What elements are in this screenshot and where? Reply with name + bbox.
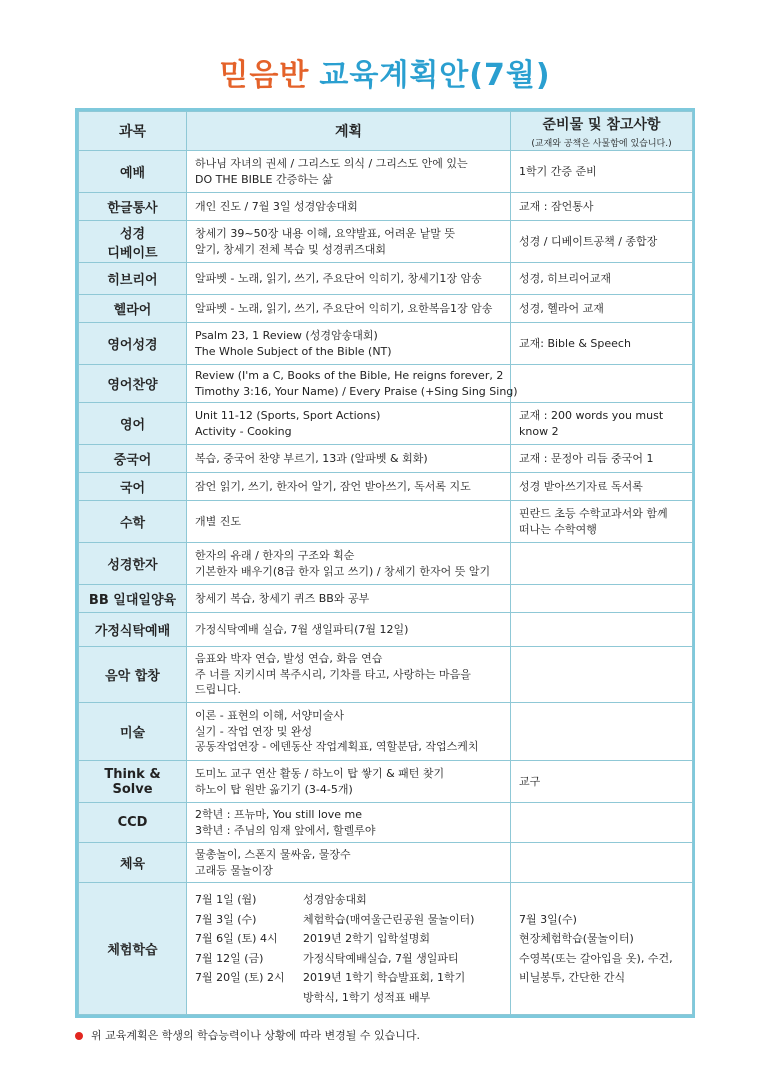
- plan-line: 개별 진도: [195, 514, 242, 528]
- subject-label: 영어: [119, 418, 146, 433]
- plan-line: 물총놀이, 스폰지 물싸움, 물장수: [195, 848, 351, 861]
- plan-line: 개인 진도 / 7월 3일 성경암송대회: [195, 199, 358, 213]
- schedule-date: 7월 20일 (토) 2시: [195, 971, 285, 984]
- table-row: [79, 263, 693, 295]
- plan-cell: [187, 585, 511, 613]
- plan-line: DO THE BIBLE 간증하는 삶: [195, 172, 333, 186]
- schedule-event: 성경암송대회: [303, 893, 367, 906]
- header-ref: [511, 112, 693, 151]
- ref-cell: [511, 295, 693, 323]
- subject-line: 디베이트: [107, 245, 158, 261]
- table-row: [79, 501, 693, 543]
- ref-line: 현장체험학습(물놀이터): [519, 932, 634, 945]
- subject-cell: [79, 543, 187, 585]
- plan-cell: [187, 803, 511, 843]
- schedule-item: [195, 968, 474, 988]
- ref-line: 성경, 헬라어 교재: [519, 301, 604, 315]
- plan-line: 한자의 유래 / 한자의 구조와 획순: [195, 549, 355, 562]
- plan-cell: [187, 403, 511, 445]
- trip-schedule: [195, 890, 474, 1007]
- subject-cell: [79, 703, 187, 761]
- table-row: [79, 365, 693, 403]
- subject-label: 영어성경: [107, 338, 158, 353]
- ref-cell: [511, 883, 693, 1015]
- ref-line: 비닐봉투, 간단한 간식: [519, 971, 626, 984]
- table-row: [79, 803, 693, 843]
- ref-cell: [511, 151, 693, 193]
- subject-line: 성경: [119, 226, 146, 242]
- subject-label: 한글통사: [107, 201, 158, 216]
- ref-cell: [511, 803, 693, 843]
- subject-label: 수학: [119, 516, 146, 531]
- ref-cell: [511, 263, 693, 295]
- header-subject: 과목: [79, 112, 187, 151]
- table-header-row: [79, 112, 693, 151]
- subject-cell: [79, 843, 187, 883]
- plan-cell: [187, 703, 511, 761]
- ref-line: 성경, 히브리어교재: [519, 271, 612, 285]
- ref-cell: [511, 323, 693, 365]
- subject-label: 국어: [119, 481, 146, 496]
- plan-cell: [187, 365, 518, 403]
- ref-cell: [511, 843, 693, 883]
- table-row: [79, 585, 693, 613]
- plan-line: Psalm 23, 1 Review (성경암송대회): [195, 329, 378, 342]
- plan-cell: [187, 543, 511, 585]
- table-row: [79, 473, 693, 501]
- curriculum-table-frame: [75, 108, 695, 1018]
- plan-cell: [187, 883, 511, 1015]
- subject-label: 체험학습: [107, 943, 158, 958]
- table-row-field-trip: [79, 883, 693, 1015]
- schedule-date: 7월 3일 (수): [195, 912, 257, 926]
- table-row: [79, 323, 693, 365]
- plan-cell: [187, 263, 511, 295]
- plan-line: 복습, 중국어 찬양 부르기, 13과 (알파벳 & 회화): [195, 451, 428, 465]
- ref-line: 핀란드 초등 수학교과서와 함께: [519, 507, 668, 520]
- schedule-date: 7월 1일 (월): [195, 893, 257, 906]
- header-plan: 계획: [187, 112, 511, 151]
- table-row: [79, 647, 693, 703]
- plan-cell: [187, 193, 511, 221]
- subject-label: BB 일대일양육: [88, 593, 177, 608]
- plan-line: 알파벳 - 노래, 읽기, 쓰기, 주요단어 익히기, 창세기1장 암송: [195, 271, 482, 285]
- plan-cell: [187, 473, 511, 501]
- plan-cell: [187, 501, 511, 543]
- subject-cell: [79, 221, 187, 263]
- schedule-item: [195, 929, 474, 949]
- plan-line: Review (I'm a C, Books of the Bible, He reigns forever, 2: [195, 369, 504, 382]
- ref-line: 수영복(또는 갈아입을 옷), 수건,: [519, 951, 673, 965]
- plan-line: Timothy 3:16, Your Name) / Every Praise (+Sing Sing Sing): [195, 384, 518, 398]
- table-row: [79, 193, 693, 221]
- schedule-item: [195, 890, 474, 910]
- subject-cell: [79, 151, 187, 193]
- ref-line: 1학기 간증 준비: [519, 164, 597, 178]
- ref-line: 교재: Bible & Speech: [519, 336, 631, 350]
- table-body: [79, 151, 693, 1015]
- subject-label: 히브리어: [107, 273, 158, 288]
- plan-line: 기본한자 배우기(8급 한자 읽고 쓰기) / 창세기 한자어 뜻 알기: [195, 564, 491, 578]
- curriculum-table: [78, 111, 693, 1015]
- ref-cell: [511, 703, 693, 761]
- plan-line: 실기 - 작업 연장 및 완성: [195, 724, 313, 738]
- subject-cell: [79, 365, 187, 403]
- schedule-item: [195, 988, 474, 1008]
- subject-cell: [79, 585, 187, 613]
- ref-line: know 2: [519, 424, 559, 438]
- header-ref-note: (교재와 공책은 사물함에 있습니다.): [531, 138, 672, 149]
- red-bullet-icon: [75, 1032, 83, 1040]
- header-ref-label: 준비물 및 참고사항: [542, 116, 661, 133]
- plan-line: 이론 - 표현의 이해, 서양미술사: [195, 709, 344, 723]
- ref-line: 교재 : 200 words you must: [519, 409, 664, 422]
- schedule-event: 가정식탁예배실습, 7월 생일파티: [303, 951, 459, 965]
- ref-line: 성경 / 디베이트공책 / 종합장: [519, 234, 658, 248]
- schedule-event: 방학식, 1학기 성적표 배부: [303, 990, 431, 1004]
- plan-line: 3학년 : 주님의 임재 앞에서, 할렐루야: [195, 823, 376, 837]
- subject-label: 미술: [119, 726, 146, 741]
- subject-label: 음악 합창: [105, 669, 160, 684]
- table-row: [79, 221, 693, 263]
- schedule-event: 2019년 1학기 학습발표회, 1학기: [303, 971, 466, 984]
- plan-line: Unit 11-12 (Sports, Sport Actions): [195, 409, 381, 422]
- page-title: [0, 50, 770, 94]
- plan-cell: [187, 445, 511, 473]
- table-row: [79, 703, 693, 761]
- subject-cell: [79, 263, 187, 295]
- subject-label: 성경한자: [107, 558, 158, 573]
- plan-line: 드립니다.: [195, 683, 242, 697]
- table-row: [79, 843, 693, 883]
- ref-cell: [511, 445, 693, 473]
- subject-cell: [79, 803, 187, 843]
- plan-cell: [187, 151, 511, 193]
- subject-label: 체육: [119, 857, 146, 872]
- subject-cell: [79, 445, 187, 473]
- subject-label: 예배: [119, 166, 146, 181]
- ref-line: 7월 3일(수): [519, 912, 577, 926]
- subject-cell: [79, 501, 187, 543]
- table-row: [79, 445, 693, 473]
- subject-cell: [79, 473, 187, 501]
- plan-cell: [187, 613, 511, 647]
- schedule-item: [195, 910, 474, 930]
- plan-line: The Whole Subject of the Bible (NT): [195, 344, 392, 358]
- plan-line: 고래등 물놀이장: [195, 863, 273, 877]
- ref-cell: [511, 193, 693, 221]
- ref-cell: [511, 613, 693, 647]
- plan-line: 음표와 박자 연습, 발성 연습, 화음 연습: [195, 652, 383, 666]
- subject-cell: [79, 323, 187, 365]
- plan-cell: [187, 647, 511, 703]
- ref-cell: [511, 543, 693, 585]
- ref-cell: [511, 761, 693, 803]
- subject-label: 가정식탁예배: [94, 624, 171, 639]
- subject-cell: [79, 883, 187, 1015]
- subject-cell: [79, 647, 187, 703]
- subject-cell: [79, 295, 187, 323]
- plan-line: 알파벳 - 노래, 읽기, 쓰기, 주요단어 익히기, 요한복음1장 암송: [195, 301, 493, 315]
- subject-label: 영어찬양: [107, 378, 158, 393]
- page-title-plan: 교육계획안(7월): [319, 58, 551, 93]
- schedule-date: [195, 988, 303, 1008]
- ref-cell: [511, 365, 693, 403]
- footnote-text: 위 교육계획은 학생의 학습능력이나 상황에 따라 변경될 수 있습니다.: [91, 1029, 420, 1042]
- plan-cell: [187, 761, 511, 803]
- plan-cell: [187, 843, 511, 883]
- plan-cell: [187, 221, 511, 263]
- subject-label: Think & Solve: [104, 766, 161, 797]
- plan-line: 창세기 복습, 창세기 퀴즈 BB와 공부: [195, 591, 370, 605]
- plan-cell: [187, 323, 511, 365]
- ref-cell: [511, 501, 693, 543]
- schedule-event: 체험학습(매여울근린공원 물놀이터): [303, 912, 475, 926]
- subject-cell: [79, 613, 187, 647]
- ref-cell: [511, 473, 693, 501]
- plan-line: 하노이 탑 원반 옮기기 (3-4-5개): [195, 782, 353, 796]
- footnote: [75, 1027, 420, 1043]
- schedule-date: 7월 12일 (금): [195, 951, 264, 965]
- schedule-event: 2019년 2학기 입학설명회: [303, 932, 430, 945]
- subject-cell: [79, 403, 187, 445]
- plan-line: 공동작업연장 - 에덴동산 작업계획표, 역할분담, 작업스케치: [195, 740, 479, 754]
- subject-label: CCD: [117, 815, 148, 830]
- table-row: [79, 151, 693, 193]
- table-row: [79, 403, 693, 445]
- plan-line: 하나님 자녀의 권세 / 그리스도 의식 / 그리스도 안에 있는: [195, 157, 468, 170]
- table-row: [79, 613, 693, 647]
- page-title-class: 믿음반: [219, 58, 310, 93]
- ref-line: 교구: [519, 774, 541, 788]
- schedule-item: [195, 949, 474, 969]
- table-row: [79, 543, 693, 585]
- plan-line: 도미노 교구 연산 활동 / 하노이 탑 쌓기 & 패턴 찾기: [195, 767, 445, 780]
- ref-cell: [511, 647, 693, 703]
- table-row: [79, 295, 693, 323]
- subject-cell: [79, 193, 187, 221]
- plan-line: Activity - Cooking: [195, 424, 292, 438]
- ref-cell: [511, 221, 693, 263]
- subject-cell: [79, 761, 187, 803]
- ref-line: 성경 받아쓰기자료 독서록: [519, 479, 643, 493]
- subject-label: 헬라어: [113, 303, 152, 318]
- plan-line: 잠언 읽기, 쓰기, 한자어 알기, 잠언 받아쓰기, 독서록 지도: [195, 479, 471, 493]
- ref-line: 교재 : 잠언통사: [519, 199, 594, 213]
- plan-line: 주 너를 지키시며 복주시리, 기차를 타고, 사랑하는 마음을: [195, 667, 471, 681]
- ref-cell: [511, 403, 693, 445]
- plan-line: 가정식탁예배 실습, 7월 생일파티(7월 12일): [195, 622, 409, 636]
- plan-line: 창세기 39~50장 내용 이해, 요약발표, 어려운 낱말 뜻: [195, 227, 455, 240]
- plan-cell: [187, 295, 511, 323]
- ref-line: 교재 : 문정아 리듬 중국어 1: [519, 451, 654, 465]
- table-row: [79, 761, 693, 803]
- schedule-date: 7월 6일 (토) 4시: [195, 932, 278, 945]
- ref-cell: [511, 585, 693, 613]
- subject-label: 중국어: [113, 453, 152, 468]
- plan-line: 2학년 : 프뉴마, You still love me: [195, 808, 363, 821]
- ref-line: 떠나는 수학여행: [519, 522, 597, 536]
- plan-line: 알기, 창세기 전체 복습 및 성경퀴즈대회: [195, 242, 386, 256]
